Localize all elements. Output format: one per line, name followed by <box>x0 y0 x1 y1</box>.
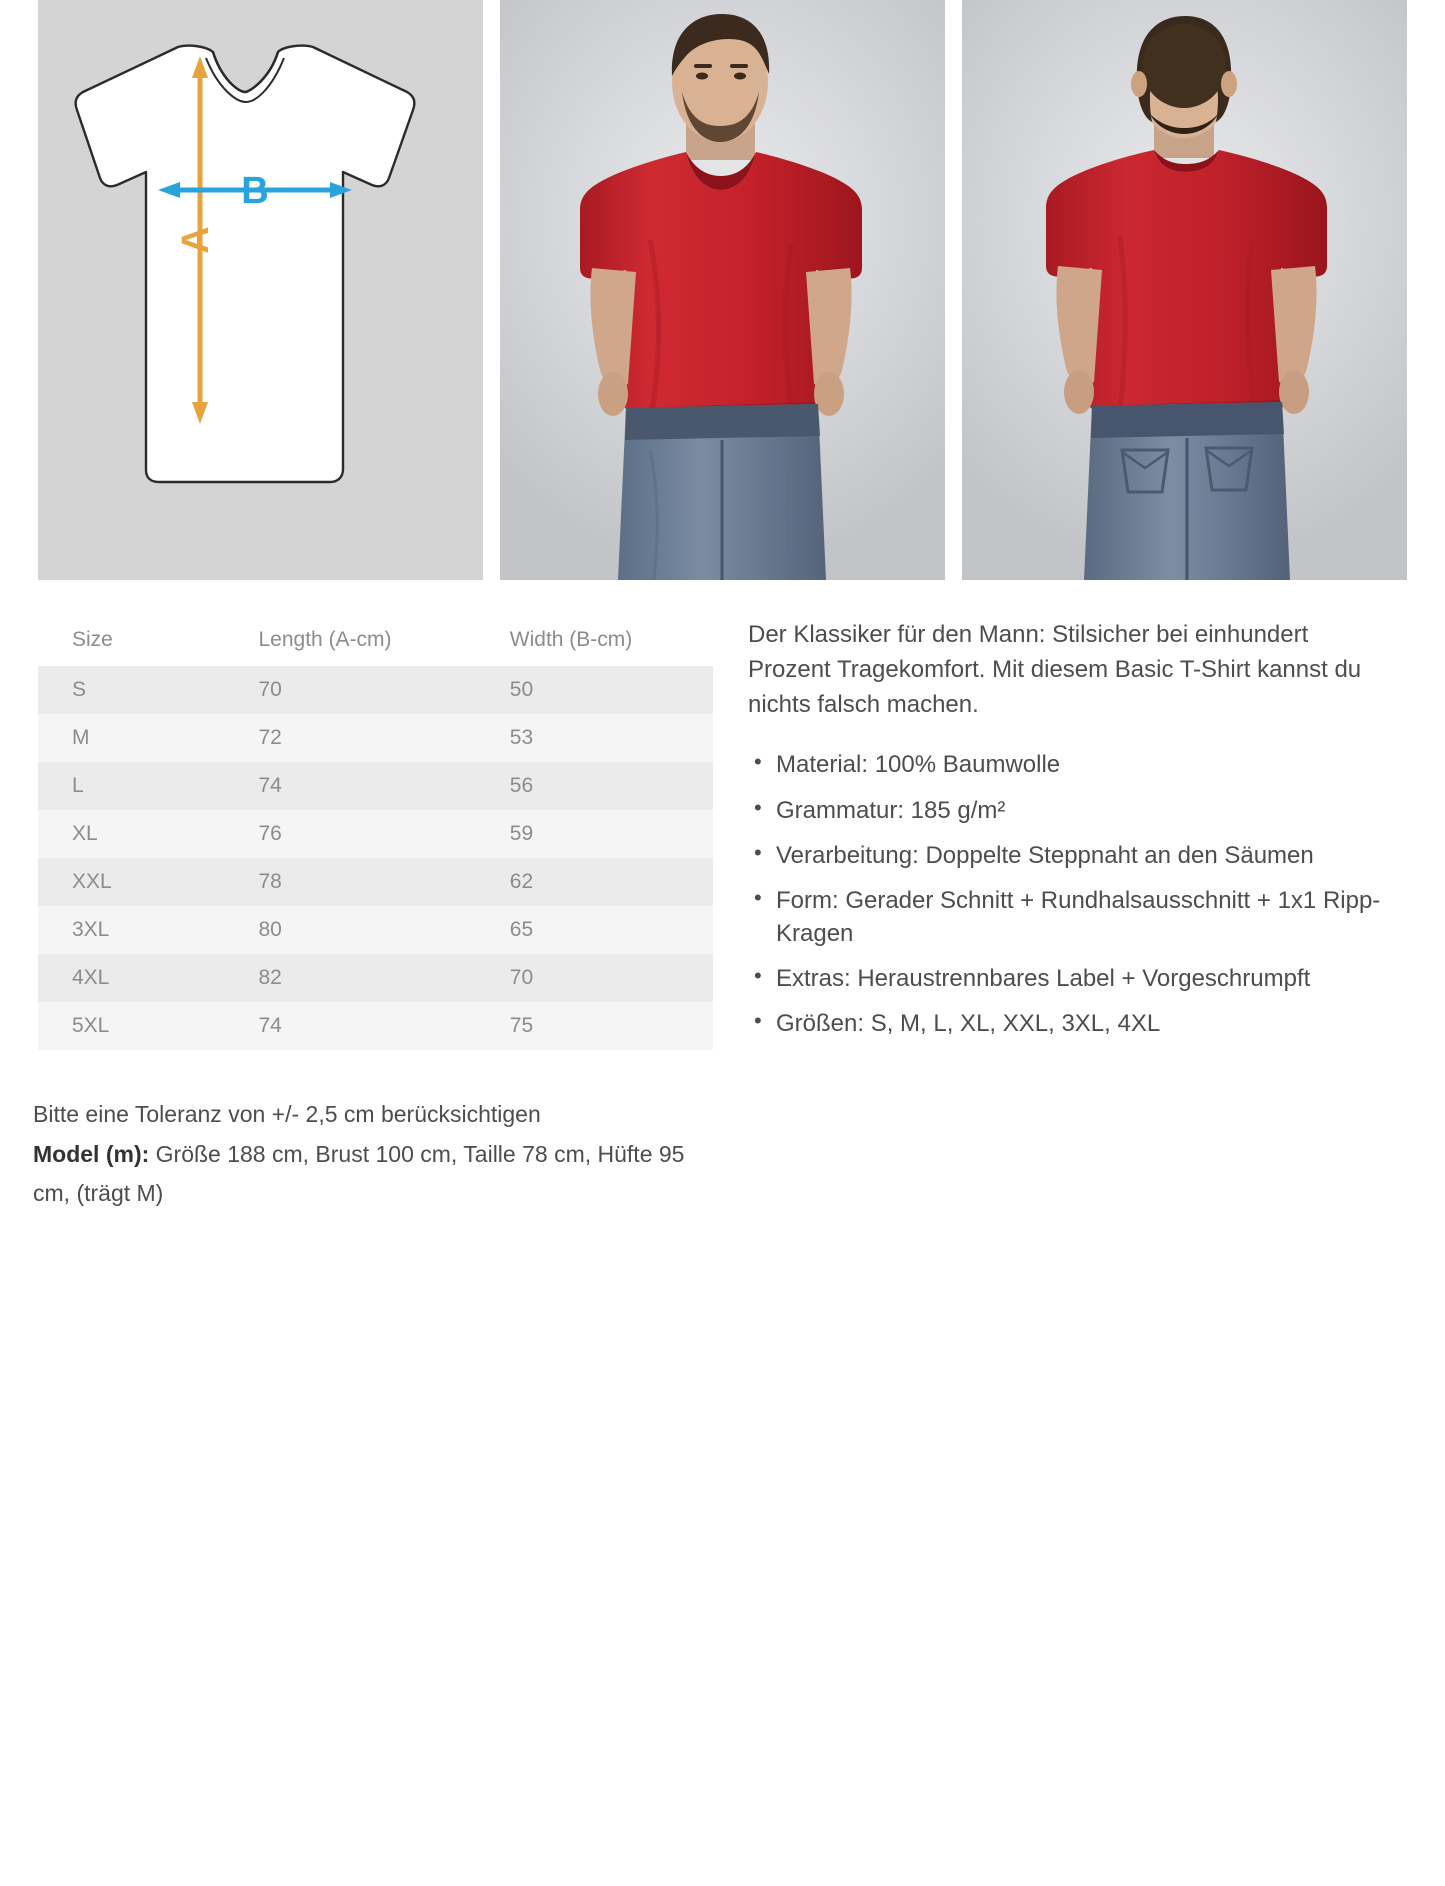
cell-width: 70 <box>476 954 713 1002</box>
table-row <box>38 906 713 954</box>
tolerance-text: Bitte eine Toleranz von +/- 2,5 cm berücksichtigen <box>33 1101 541 1127</box>
size-chart-table <box>38 614 713 1050</box>
description-intro: Der Klassiker für den Mann: Stilsicher bei einhundert Prozent Tragekomfort. Mit diesem Basic T-Shirt kannst du nichts falsch machen. <box>748 621 1362 718</box>
header-length: Length (A-cm) <box>225 614 476 666</box>
cell-width: 50 <box>476 666 713 714</box>
cell-size: 3XL <box>38 906 225 954</box>
cell-length: 70 <box>225 666 476 714</box>
cell-width: 62 <box>476 858 713 906</box>
product-image-row <box>38 0 1408 580</box>
feature-list <box>748 748 1388 1040</box>
cell-length: 78 <box>225 858 476 906</box>
cell-length: 80 <box>225 906 476 954</box>
cell-width: 59 <box>476 810 713 858</box>
cell-length: 74 <box>225 1002 476 1050</box>
cell-size: M <box>38 714 225 762</box>
table-header-row <box>38 614 713 666</box>
list-item: • Material: 100% Baumwolle <box>748 748 1388 781</box>
product-description <box>748 618 1388 1052</box>
cell-length: 82 <box>225 954 476 1002</box>
list-item: • Extras: Heraustrennbares Label + Vorgeschrumpft <box>748 962 1388 995</box>
label-a: A <box>175 226 217 254</box>
cell-width: 56 <box>476 762 713 810</box>
table-row <box>38 1002 713 1050</box>
list-item: • Größen: S, M, L, XL, XXL, 3XL, 4XL <box>748 1007 1388 1040</box>
size-note <box>33 1095 713 1214</box>
model-info <box>33 1135 713 1214</box>
cell-size: XL <box>38 810 225 858</box>
cell-size: 5XL <box>38 1002 225 1050</box>
cell-size: 4XL <box>38 954 225 1002</box>
cell-length: 76 <box>225 810 476 858</box>
model-front-photo <box>500 0 945 580</box>
label-b: B <box>241 170 269 212</box>
cell-width: 65 <box>476 906 713 954</box>
cell-width: 53 <box>476 714 713 762</box>
table-row <box>38 714 713 762</box>
table-row <box>38 762 713 810</box>
list-item: • Form: Gerader Schnitt + Rundhalsausschnitt + 1x1 Ripp-Kragen <box>748 884 1388 950</box>
list-item: • Verarbeitung: Doppelte Steppnaht an den Säumen <box>748 839 1388 872</box>
list-item: • Grammatur: 185 g/m² <box>748 794 1388 827</box>
cell-size: L <box>38 762 225 810</box>
measurement-diagram <box>38 0 483 580</box>
cell-length: 74 <box>225 762 476 810</box>
table-row <box>38 666 713 714</box>
model-measurements: Größe 188 cm, Brust 100 cm, Taille 78 cm, Hüfte 95 cm, (trägt M) <box>33 1140 685 1207</box>
model-back-photo <box>962 0 1407 580</box>
cell-size: S <box>38 666 225 714</box>
cell-width: 75 <box>476 1002 713 1050</box>
table-row <box>38 810 713 858</box>
model-label: Model (m): <box>33 1140 150 1167</box>
table-row <box>38 858 713 906</box>
table-row <box>38 954 713 1002</box>
cell-size: XXL <box>38 858 225 906</box>
header-size: Size <box>38 614 225 666</box>
header-width: Width (B-cm) <box>476 614 713 666</box>
cell-length: 72 <box>225 714 476 762</box>
